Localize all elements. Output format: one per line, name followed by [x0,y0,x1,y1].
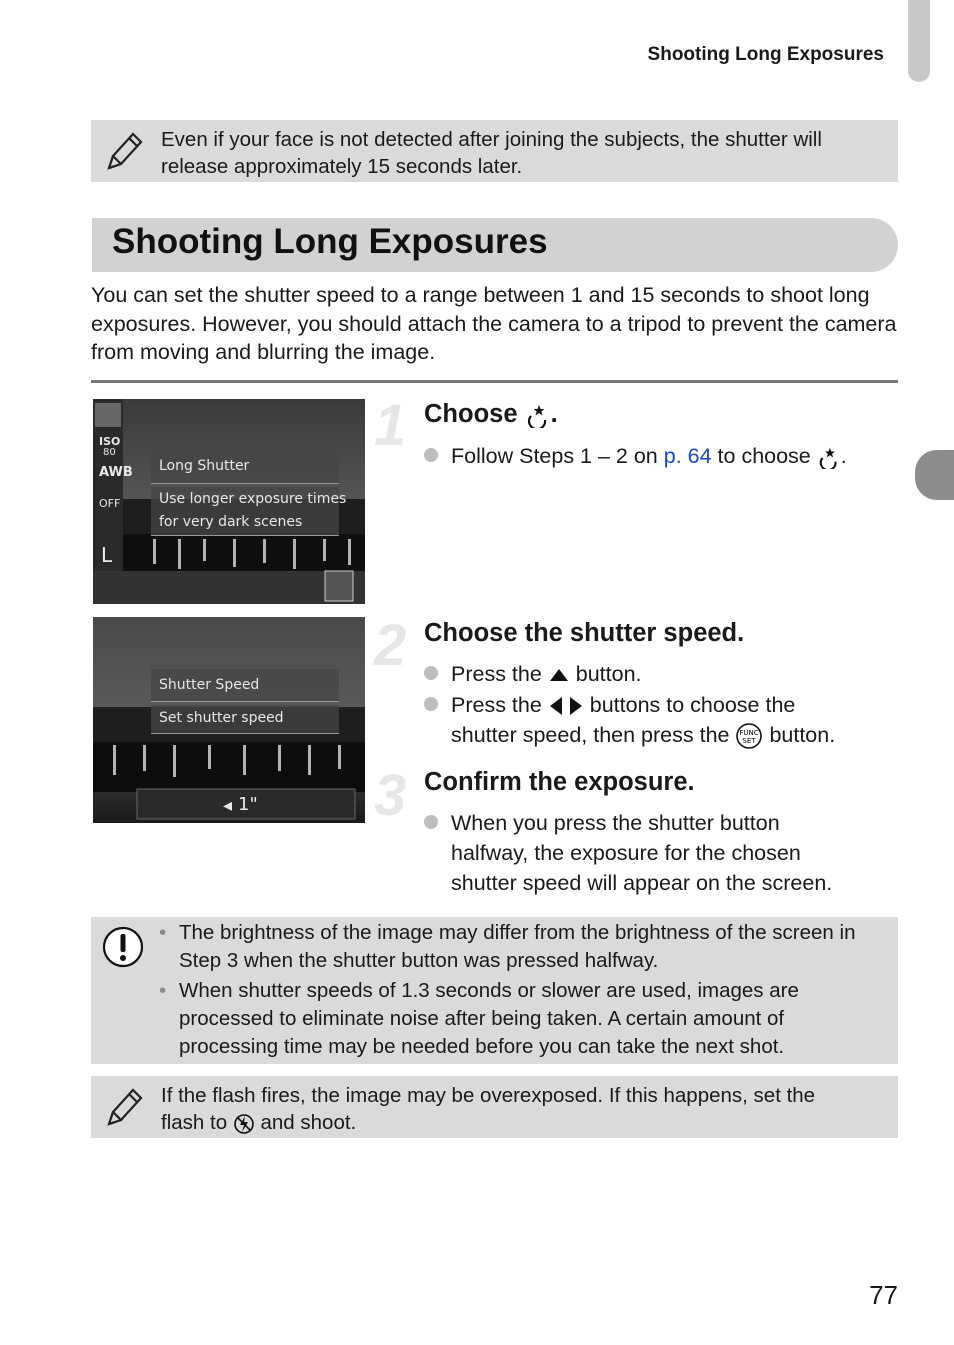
step-number-1: 1 [374,393,407,458]
page-64-link[interactable]: p. 64 [663,444,712,468]
screen1-panel-desc-2: for very dark scenes [159,514,303,530]
intro-paragraph: You can set the shutter speed to a range between 1 and 15 seconds to shoot long exposures. However, you should attach the camera to a tripod to prevent the camera from moving and blurring the image. [91,283,897,364]
long-shutter-mode-icon [817,445,841,469]
caution-item-1 [159,919,888,975]
long-shutter-mode-icon [525,402,551,428]
step-3-line-1: When you press the shutter button [451,811,780,835]
step-1-bullet-pre: Follow Steps 1 – 2 on [451,444,664,468]
screen2-panel-desc: Set shutter speed [159,710,284,726]
bottom-note [91,1076,898,1138]
step-3-line-2: halfway, the exposure for the chosen [451,841,801,865]
iso-label: ISO [99,435,121,448]
chapter-tab-top [908,0,930,82]
pencil-icon [103,1086,143,1128]
caution-bullet: • [159,979,167,1002]
step-3-bullet [424,808,832,898]
step-1-bullet [424,441,847,471]
step-number-2: 2 [374,613,407,678]
step-2-b1-post: button. [569,662,642,686]
step-1-title [424,400,558,429]
step-1-title-end: . [550,400,558,428]
bottom-note-line-2-pre: flash to [161,1111,233,1134]
step-2-bullet-1 [424,659,642,689]
screen2-panel-title: Shutter Speed [159,677,260,693]
step-1-title-text: Choose [424,400,518,428]
bottom-note-line-2-post: and shoot. [254,1111,357,1134]
left-arrow-icon: ◂ [223,795,233,816]
bullet-dot [424,697,438,711]
caution-note [91,917,898,1064]
caution-icon [101,925,145,969]
step-2-b2-mid: buttons to choose the [583,693,796,717]
bullet-dot [424,448,438,462]
section-title: Shooting Long Exposures [112,222,548,261]
func-set-button-icon [735,722,763,750]
caution-item-1-text: The brightness of the image may differ from the brightness of the screen in Step 3 when the shutter button was pressed halfway. [179,921,856,972]
step-1-bullet-end: . [840,444,847,468]
bullet-dot [424,666,438,680]
caution-bullet: • [159,921,167,944]
step-3-title: Confirm the exposure. [424,768,695,796]
screen1-panel-title: Long Shutter [159,458,250,474]
caution-item-2 [159,977,888,1061]
step-3-line-3: shutter speed will appear on the screen. [451,871,833,895]
bullet-dot [424,815,438,829]
left-right-arrows-icon [548,696,584,716]
flash-off-label: OFF [99,497,121,510]
white-balance-label: AWB [99,465,133,480]
step-number-3: 3 [374,763,407,828]
resolution-label: L [101,543,113,567]
step-1-bullet-post: to choose [711,444,817,468]
step-2-title: Choose the shutter speed. [424,619,745,647]
iso-value: 80 [103,447,116,458]
running-header-title: Shooting Long Exposures [647,44,884,65]
step-2-b2-line2-post: button. [763,723,836,747]
bottom-note-line-1: If the flash fires, the image may be overexposed. If this happens, set the [161,1084,816,1107]
top-note [91,120,898,182]
page-number: 77 [869,1280,898,1310]
bottom-note-line-2 [161,1109,886,1136]
top-note-text: Even if your face is not detected after joining the subjects, the shutter will release approximately 15 seconds later. [161,128,822,178]
camera-screen-long-shutter [93,399,365,604]
screen1-panel-desc-1: Use longer exposure times [159,491,347,507]
camera-screen-shutter-speed [93,617,365,823]
step-2-b2-pre: Press the [451,693,548,717]
flash-off-icon [233,1113,255,1135]
pencil-icon [103,130,143,172]
divider [91,380,898,383]
func-label: FUNC [739,729,760,738]
shutter-speed-value: 1" [238,794,258,815]
step-2-b1-pre: Press the [451,662,548,686]
bottom-note-text [161,1082,886,1136]
chapter-tab-side [915,450,954,500]
step-2-bullet-2 [424,690,835,750]
set-label: SET [742,737,757,746]
up-arrow-icon [548,667,570,683]
section-title-bar [92,218,898,272]
caution-item-2-text: When shutter speeds of 1.3 seconds or slower are used, images are processed to eliminate noise after being taken. A certain amount of processing time may be needed before you can take the next shot. [179,979,799,1058]
step-2-b2-line2-pre: shutter speed, then press the [451,723,736,747]
